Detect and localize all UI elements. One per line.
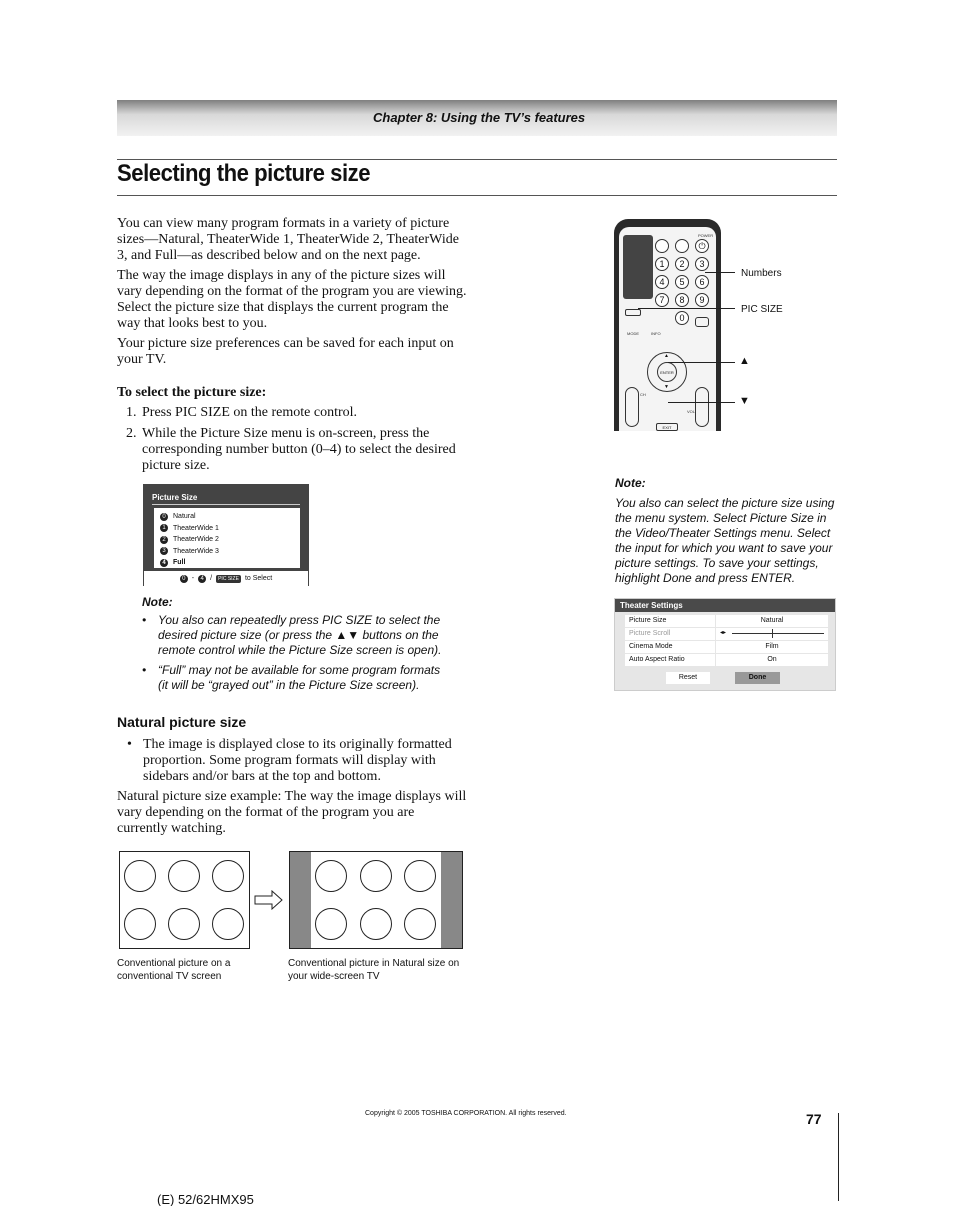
picture-size-menu-footer [144,571,308,586]
number-9-button: 9 [695,293,709,307]
option-label: TheaterWide 2 [173,536,219,544]
step-2 [126,426,456,474]
number-7-button: 7 [655,293,669,307]
done-button: Done [735,672,780,684]
circle-shape [124,908,156,940]
step-1 [126,405,456,421]
bullet-icon: • [142,663,147,677]
natural-heading: Natural picture size [117,714,247,730]
number-4-button: 4 [655,275,669,289]
circle-shape [404,908,436,940]
setting-row-cinema-mode [625,641,828,653]
note-right-label: Note: [615,476,646,490]
channel-rocker [625,387,639,427]
picture-size-menu-title: Picture Size [152,493,198,502]
picture-size-option-theaterwide2 [160,534,300,546]
circle-shape [315,860,347,892]
callout-line-numbers [705,272,735,273]
setting-value: On [716,654,828,666]
slider-track [732,633,824,634]
number-3-button: 3 [695,257,709,271]
mode-label: MODE [627,331,639,336]
widescreen-tv-illustration [289,851,463,949]
pic-size-key-icon: PIC SIZE [218,575,239,582]
number-4-icon: 4 [198,575,206,583]
remote-face [619,227,716,431]
setting-row-picture-size [625,615,828,627]
right-arrow-icon [254,890,284,910]
setting-label: Picture Size [625,615,715,627]
setting-label: Cinema Mode [625,641,715,653]
picture-size-option-natural [160,511,300,523]
reset-button: Reset [666,672,710,684]
intro-paragraph-3: Your picture size preferences can be saved for each input on your TV. [117,336,454,367]
remote-button [695,317,709,327]
exit-button: EXIT [656,423,678,431]
step-number: 1. [126,405,137,420]
number-2-icon: 2 [160,536,168,544]
number-6-button: 6 [695,275,709,289]
note-right-text: You also can select the picture size using the menu system. Select Picture Size in the Video/Theater Settings menu. Select the input for which you want to save your picture settings. To save your settings, highlight Done and press ENTER. [615,496,835,585]
number-1-button: 1 [655,257,669,271]
number-0-icon: 0 [160,513,168,521]
ch-label: CH [640,392,646,397]
natural-bullet [127,737,457,785]
page-number: 77 [806,1111,822,1127]
callout-down-arrow-icon: ▼ [739,395,750,407]
theater-settings-menu [614,598,836,691]
callout-line-pic-size [638,308,735,309]
number-4-icon: 4 [160,559,168,567]
step-text: Press PIC SIZE on the remote control. [142,405,358,420]
left-sidebar [290,852,311,948]
number-1-icon: 1 [160,524,168,532]
margin-rule [838,1113,839,1201]
info-label: INFO [651,331,661,336]
circle-shape [168,908,200,940]
caption-conventional: Conventional picture on a conventional TV screen [117,958,231,982]
caption-natural: Conventional picture in Natural size on your wide-screen TV [288,958,460,982]
circle-shape [168,860,200,892]
slider-arrows-icon: ◂▸ [720,630,727,636]
title-rule-bottom [117,195,837,196]
setting-label: Auto Aspect Ratio [625,654,715,666]
scroll-slider [716,628,828,640]
picture-size-list [154,508,300,568]
procedure-heading: To select the picture size: [117,385,267,400]
step-text: While the Picture Size menu is on-screen, press the corresponding number button (0–4) to select the desired picture size. [142,426,456,473]
footer-dash: - [191,575,195,582]
number-2-button: 2 [675,257,689,271]
callout-up-arrow-icon: ▲ [739,355,750,367]
circle-shape [360,908,392,940]
picture-size-option-full [160,557,300,569]
circle-shape [212,860,244,892]
menu-divider [152,504,300,505]
remote-control-illustration [614,219,721,431]
footer-slash: / [210,575,213,582]
setting-value: Natural [716,615,828,627]
enter-button: ENTER [657,362,677,382]
callout-numbers: Numbers [741,268,782,279]
option-label: Natural [173,513,196,521]
option-label: TheaterWide 3 [173,547,219,555]
conventional-tv-illustration [119,851,250,949]
circle-shape [212,908,244,940]
picture-size-option-theaterwide1 [160,523,300,535]
number-5-button: 5 [675,275,689,289]
volume-rocker [695,387,709,427]
note-bullet-text: You also can repeatedly press PIC SIZE to select the desired picture size (or press the ▲▼ buttons on the remote control while the Picture Size screen is open). [158,613,442,657]
note-bullet-text: “Full” may not be available for some program formats (it will be “grayed out” in the Picture Size screen). [158,663,441,692]
remote-button [675,239,689,253]
number-3-icon: 3 [160,547,168,555]
circle-shape [124,860,156,892]
callout-pic-size: PIC SIZE [741,304,783,315]
circle-shape [360,860,392,892]
option-label: Full [173,559,186,567]
picture-size-menu [143,484,309,586]
remote-button [655,239,669,253]
number-0-icon: 0 [180,575,188,583]
circle-shape [404,860,436,892]
natural-example-text: Natural picture size example: The way the image displays will vary depending on the format of the program you are currently watching. [117,789,467,836]
device-mode-panel [623,235,653,299]
picture-size-option-theaterwide3 [160,546,300,558]
natural-bullet-text: The image is displayed close to its originally formatted proportion. Some program formats will display with sidebars and/or bars at the top and bottom. [143,737,452,784]
right-sidebar [441,852,462,948]
page-title: Selecting the picture size [117,160,371,187]
circle-shape [315,908,347,940]
bullet-icon: • [142,613,147,627]
step-number: 2. [126,426,137,441]
bullet-icon: • [127,737,132,752]
footer-action: to Select [244,575,273,582]
slider-thumb [772,629,773,638]
power-label: POWER [698,233,714,238]
intro-paragraph-1: You can view many program formats in a variety of picture sizes—Natural, TheaterWide 1, TheaterWide 2, TheaterWide 3, and Full—as described below and on the next page. [117,216,459,263]
option-label: TheaterWide 1 [173,524,219,532]
chapter-title: Chapter 8: Using the TV’s features [373,110,586,125]
callout-line-up [668,362,735,363]
number-0-button: 0 [675,311,689,325]
callout-line-down [668,402,735,403]
pic-size-button [625,309,641,316]
setting-value: Film [716,641,828,653]
setting-row-picture-scroll [625,628,828,640]
down-arrow-icon: ▼ [664,384,669,390]
note-left-bullet-1 [142,613,442,658]
number-8-button: 8 [675,293,689,307]
note-left-label: Note: [142,595,173,609]
theater-settings-title: Theater Settings [615,599,835,612]
note-left-bullet-2 [142,663,442,693]
intro-paragraph-2: The way the image displays in any of the picture sizes will vary depending on the format of the program you are viewing. Select the picture size that displays the current program the way that looks best to you. [117,268,467,331]
power-icon: ⏻ [695,239,709,253]
up-arrow-icon: ▲ [664,353,669,359]
setting-row-auto-aspect [625,654,828,666]
copyright: Copyright © 2005 TOSHIBA CORPORATION. All rights reserved. [365,1110,567,1117]
model-number: (E) 52/62HMX95 [157,1192,254,1206]
vol-label: VOL [687,409,696,414]
setting-label: Picture Scroll [625,628,715,640]
